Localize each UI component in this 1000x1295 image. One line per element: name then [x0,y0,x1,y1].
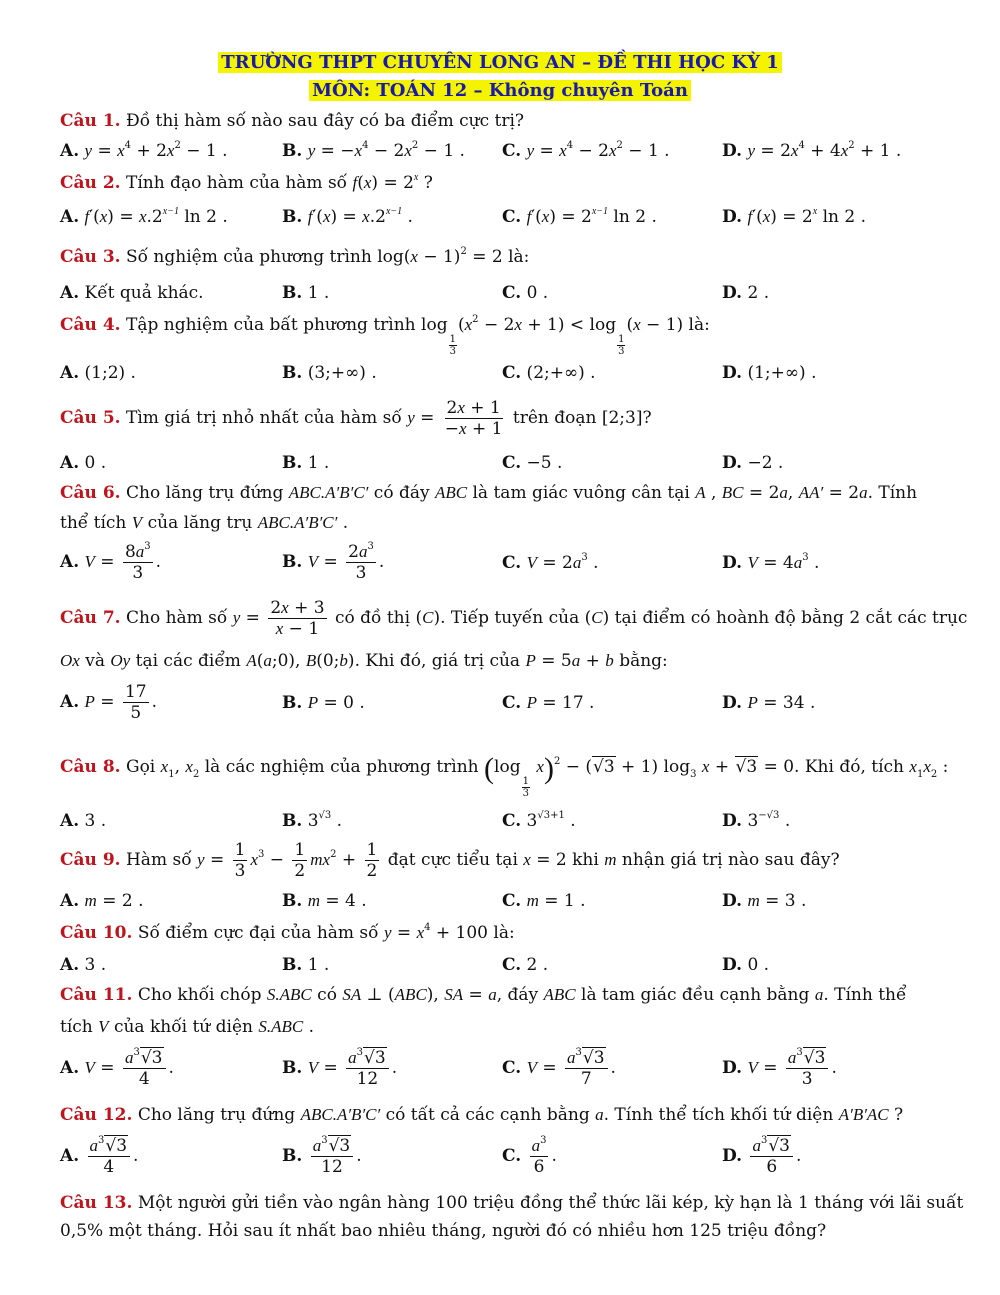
q12-option-c: C. $\frac{a^3}{6}$ . [502,1135,557,1177]
question-7: Câu 7. Cho hàm số y = $\frac{2x + 3}{x - 1}$ có đồ thị (C). Tiếp tuyến của (C) tại điểm có hoành độ bằng 2 cắt các trục [60,598,968,639]
q2-option-d: D. $f'(x) = 2^x$ ln 2 . [722,206,867,227]
q8-option-c: C. $3^{√3+1}$ . [502,810,576,831]
question-2: Câu 2. Tính đạo hàm của hàm số $f(x) = 2^x$ ? [60,172,433,193]
q12-option-d: D. $\frac{a^3√3}{6}$ . [722,1135,802,1177]
q7-option-b: B. P = 0 . [282,693,365,713]
q10-option-c: C. 2 . [502,955,549,975]
question-7-line2: Ox và Oy tại các điểm A(a;0), B(0;b). Khi đó, giá trị của P = 5a + b bằng: [60,651,668,671]
q8-option-d: D. $3^{-√3}$ . [722,810,791,831]
exam-subtitle: MÔN: TOÁN 12 – Không chuyên Toán [0,80,1000,101]
q5-option-a: A. 0 . [60,453,107,473]
q7-option-c: C. P = 17 . [502,693,595,713]
question-8: Câu 8. Gọi $x_1$, $x_2$ là các nghiệm của phương trình (log $\frac{1}{3}$ x)$^2$ − (√3 + 1) $\log_3 x + √3 = 0$. Khi đó, tích $x_1x_2$ : [60,752,949,799]
question-5: Câu 5. Tìm giá trị nhỏ nhất của hàm số y = $\frac{2x + 1}{-x + 1}$ trên đoạn [2;3]? [60,398,652,439]
q6-option-d: D. $V = 4a^3$ . [722,552,820,573]
question-1: Câu 1. Đồ thị hàm số nào sau đây có ba điểm cực trị? [60,111,525,131]
q11-option-a: A. V = $\frac{a^3√3}{4}$ . [60,1047,174,1089]
question-11-line2: tích V của khối tứ diện S.ABC . [60,1017,315,1037]
q4-option-d: D. (1;+∞) . [722,363,817,383]
q6-option-b: B. V = $\frac{2a^3}{3}$ . [282,541,385,583]
q10-option-d: D. 0 . [722,955,770,975]
q8-option-b: B. $3^{√3}$ . [282,810,343,831]
question-11: Câu 11. Cho khối chóp S.ABC có SA ⊥ (ABC), SA = a, đáy ABC là tam giác đều cạnh bằng a. Tính thể [60,985,907,1005]
q4-option-a: A. (1;2) . [60,363,136,383]
q7-option-d: D. P = 34 . [722,693,816,713]
question-13-line2: 0,5% một tháng. Hỏi sau ít nhất bao nhiêu tháng, người đó có nhiều hơn 125 triệu đồng? [60,1221,827,1241]
q9-option-c: C. m = 1 . [502,891,586,911]
q3-option-c: C. 0 . [502,283,549,303]
question-13: Câu 13. Một người gửi tiền vào ngân hàng 100 triệu đồng thể thức lãi kép, kỳ hạn là 1 tháng với lãi suất [60,1193,964,1213]
q2-option-b: B. $f'(x) = x.2^{x-1}$ . [282,206,413,227]
q5-option-d: D. −2 . [722,453,784,473]
question-10: Câu 10. Số điểm cực đại của hàm số $y = x^4 + 100$ là: [60,922,515,943]
q11-option-c: C. V = $\frac{a^3√3}{7}$ . [502,1047,616,1089]
q6-option-c: C. $V = 2a^3$ . [502,552,599,573]
q10-option-a: A. 3 . [60,955,107,975]
question-3: Câu 3. Số nghiệm của phương trình $\log(x - 1)^2 = 2$ là: [60,246,530,267]
question-4: Câu 4. Tập nghiệm của bất phương trình log $\frac{1}{3}$ $(x^2 - 2x + 1) < \log$ $\frac{1}{3}$ (x − 1) là: [60,314,710,357]
q1-option-b: B. $y = -x^4 - 2x^2 - 1$ . [282,140,465,161]
q3-option-b: B. 1 . [282,283,330,303]
q12-option-b: B. $\frac{a^3√3}{12}$ . [282,1135,362,1177]
q3-option-a: A. Kết quả khác. [60,283,204,303]
q9-option-a: A. m = 2 . [60,891,144,911]
question-6-line2: thể tích V của lăng trụ ABC.A′B′C′ . [60,513,349,533]
q1-option-d: D. $y = 2x^4 + 4x^2 + 1$ . [722,140,902,161]
q10-option-b: B. 1 . [282,955,330,975]
q2-option-a: A. $f'(x) = x.2^{x-1}$ ln 2 . [60,206,228,227]
q11-option-b: B. V = $\frac{a^3√3}{12}$ . [282,1047,398,1089]
question-6: Câu 6. Cho lăng trụ đứng ABC.A′B′C′ có đáy ABC là tam giác vuông cân tại A , BC = 2a, AA′ = 2a. Tính [60,483,918,503]
q8-option-a: A. 3 . [60,811,107,831]
q12-option-a: A. $\frac{a^3√3}{4}$ . [60,1135,139,1177]
question-12: Câu 12. Cho lăng trụ đứng ABC.A′B′C′ có tất cả các cạnh bằng a. Tính thể tích khối tứ diện A′B′AC ? [60,1105,904,1125]
q6-option-a: A. V = $\frac{8a^3}{3}$ . [60,541,162,583]
exam-title: TRƯỜNG THPT CHUYÊN LONG AN – ĐỀ THI HỌC KỲ 1 [0,52,1000,73]
q4-option-c: C. (2;+∞) . [502,363,596,383]
q5-option-c: C. −5 . [502,453,563,473]
q9-option-d: D. m = 3 . [722,891,807,911]
q9-option-b: B. m = 4 . [282,891,367,911]
q3-option-d: D. 2 . [722,283,770,303]
q4-option-b: B. (3;+∞) . [282,363,377,383]
q1-option-c: C. $y = x^4 - 2x^2 - 1$ . [502,140,670,161]
q1-option-a: A. $y = x^4 + 2x^2 - 1$ . [60,140,228,161]
q11-option-d: D. V = $\frac{a^3√3}{3}$ . [722,1047,837,1089]
question-9: Câu 9. Hàm số y = $\frac{1}{3}$ $x^3$ − $\frac{1}{2}$ $mx^2$ + $\frac{1}{2}$ đạt cực tiểu tại x = 2 khi m nhận giá trị nào sau đây? [60,840,840,881]
q5-option-b: B. 1 . [282,453,330,473]
q2-option-c: C. $f'(x) = 2^{x-1}$ ln 2 . [502,206,657,227]
q7-option-a: A. P = $\frac{17}{5}$ . [60,682,158,723]
